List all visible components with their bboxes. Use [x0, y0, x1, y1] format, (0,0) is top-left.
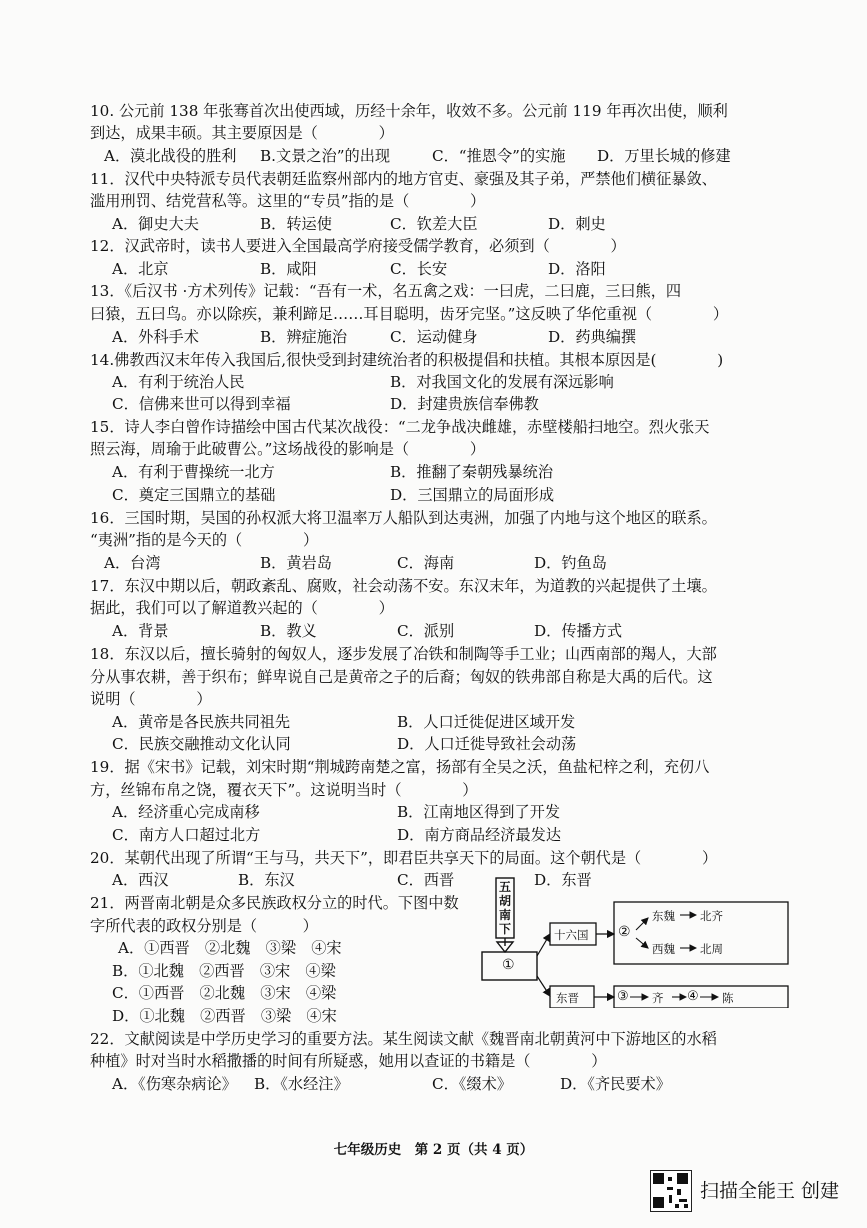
option-text: A．御史大夫 [112, 215, 199, 233]
text-line [0, 801, 867, 824]
option-text: C．海南 [397, 554, 455, 572]
page-footer: 七年级历史 第 2 页（共 4 页） [333, 1142, 534, 1158]
diagram-vertical-label: 五胡南下 [498, 880, 511, 936]
option-text: A．背景 [112, 622, 169, 640]
option-text: D．钓鱼岛 [534, 554, 607, 572]
text-line [0, 438, 867, 461]
option-text: D．东晋 [534, 871, 592, 889]
option-text: C．长安 [390, 260, 448, 278]
text-line [0, 393, 867, 416]
option-text: D．传播方式 [534, 622, 623, 640]
line-text: 18．东汉以后，擅长骑射的匈奴人，逐步发展了冶铁和制陶等手工业；山西南部的羯人，大部 [90, 645, 717, 663]
option-text: C．西晋 [397, 871, 455, 889]
watermark-text: 扫描全能王 创建 [700, 1180, 840, 1202]
text-line [0, 529, 867, 552]
option-text: D．人口迁徙导致社会动荡 [397, 735, 577, 753]
diagram-north-zhou: 北周 [700, 942, 723, 956]
option-text: D．刺史 [548, 215, 606, 233]
line-text: 种植》时对当时水稻撒播的时间有所疑惑，她用以查证的书籍是（ ） [90, 1052, 607, 1070]
line-text: 说明（ ） [90, 690, 212, 708]
text-line [0, 620, 867, 643]
diagram-qi: 齐 [652, 991, 664, 1005]
line-text: 方，丝锦布帛之饶，覆衣天下”。这说明当时（ ） [90, 781, 478, 799]
option-text: A．有利于曹操统一北方 [112, 463, 275, 481]
line-text: “夷洲”指的是今天的（ ） [90, 531, 319, 549]
text-line [0, 326, 867, 349]
text-line [0, 235, 867, 258]
text-line [0, 643, 867, 666]
line-text: 22．文献阅读是中学历史学习的重要方法。某生阅读文献《魏晋南北朝黄河中下游地区的水稻 [90, 1030, 717, 1048]
option-text: A．黄帝是各民族共同祖先 [112, 713, 291, 731]
line-text: A．①西晋 ②北魏 ③梁 ④宋 [118, 939, 342, 957]
text-line [0, 779, 867, 802]
option-text: C．信佛来世可以得到幸福 [112, 395, 291, 413]
line-text: 14.佛教西汉末年传入我国后,很快受到封建统治者的积极提倡和扶植。其根本原因是( ) [90, 351, 724, 369]
line-text: 曰猿，五曰鸟。亦以除疾，兼利蹄足……耳目聪明，齿牙完坚。”这反映了华佗重视（ ） [90, 305, 729, 323]
line-text: 11．汉代中央特派专员代表朝廷监察州部内的地方官吏、豪强及其子弟，严禁他们横征暴敛、 [90, 170, 717, 188]
line-text: 17．东汉中期以后，朝政紊乱、腐败，社会动荡不安。东汉末年，为道教的兴起提供了土壤。 [90, 577, 717, 595]
line-text: 滥用刑罚、结党营私等。这里的“专员”指的是（ ） [90, 192, 486, 210]
dynasty-diagram [474, 868, 804, 1008]
option-text: C．钦差大臣 [390, 215, 478, 233]
option-text: B．教义 [260, 622, 317, 640]
text-line [0, 507, 867, 530]
option-text: B．转运使 [260, 215, 332, 233]
diagram-node-2: ② [618, 924, 631, 940]
option-text: A．台湾 [104, 554, 161, 572]
line-text: 20．某朝代出现了所谓“王与马，共天下”，即君臣共享天下的局面。这个朝代是（ ） [90, 849, 718, 867]
option-text: A．漠北战役的胜利 [104, 147, 237, 165]
diagram-north-qi: 北齐 [700, 909, 723, 923]
diagram-lines [474, 868, 804, 1008]
text-line [0, 575, 867, 598]
option-text: C．奠定三国鼎立的基础 [112, 486, 276, 504]
line-text: 19．据《宋书》记载，刘宋时期“荆城跨南楚之富，扬部有全吴之沃，鱼盐杞梓之利，充仞八 [90, 758, 710, 776]
text-line [0, 552, 867, 575]
text-line [0, 484, 867, 507]
diagram-east-jin: 东晋 [556, 991, 579, 1005]
text-line [0, 756, 867, 779]
option-text: D．洛阳 [548, 260, 606, 278]
option-text: C．南方人口超过北方 [112, 826, 261, 844]
line-text: 21．两晋南北朝是众多民族政权分立的时代。下图中数 [90, 894, 459, 912]
text-line [0, 280, 867, 303]
text-line [0, 1028, 867, 1051]
option-text: D．封建贵族信奉佛教 [390, 395, 539, 413]
text-line [0, 122, 867, 145]
diagram-sixteen-kingdoms: 十六国 [554, 928, 589, 942]
line-text: 15．诗人李白曾作诗描绘中国古代某次战役：“二龙争战决雌雄，赤壁楼船扫地空。烈火张天 [90, 418, 710, 436]
diagram-node-4: ④ [687, 989, 699, 1004]
line-text: 照云海，周瑜于此破曹公。”这场战役的影响是（ ） [90, 440, 486, 458]
option-text: A．有利于统治人民 [112, 373, 245, 391]
line-text: C．①西晋 ②北魏 ③宋 ④梁 [112, 984, 337, 1002]
line-text: 据此，我们可以了解道教兴起的（ ） [90, 599, 394, 617]
text-line [0, 213, 867, 236]
text-line [0, 666, 867, 689]
diagram-node-3: ③ [617, 989, 629, 1004]
option-text: C．“推恩令”的实施 [432, 147, 566, 165]
text-line [0, 416, 867, 439]
text-line [0, 711, 867, 734]
line-text: 到达，成果丰硕。其主要原因是（ ） [90, 124, 394, 142]
option-text: D．南方商品经济最发达 [397, 826, 562, 844]
option-text: B．《水经注》 [254, 1075, 349, 1093]
text-line [0, 349, 867, 372]
option-text: D．万里长城的修建 [597, 147, 731, 165]
text-line [0, 847, 867, 870]
option-text: B．东汉 [238, 871, 295, 889]
diagram-chen: 陈 [722, 991, 734, 1005]
text-line [0, 1050, 867, 1073]
qr-code-icon [650, 1170, 692, 1212]
option-text: B.文景之治”的出现 [260, 147, 391, 165]
text-line [0, 1073, 867, 1096]
option-text: C．民族交融推动文化认同 [112, 735, 291, 753]
diagram-node-1: ① [502, 957, 515, 973]
text-line [0, 371, 867, 394]
line-text: 10. 公元前 138 年张骞首次出使西域，历经十余年，收效不多。公元前 119 年再次出使，顺利 [90, 102, 728, 120]
option-text: B．黄岩岛 [260, 554, 332, 572]
text-line [0, 461, 867, 484]
text-line [0, 733, 867, 756]
text-line [0, 303, 867, 326]
option-text: A．北京 [112, 260, 169, 278]
line-text: 字所代表的政权分别是（ ） [90, 917, 318, 935]
option-text: D．《齐民要术》 [560, 1075, 671, 1093]
text-line [0, 100, 867, 123]
option-text: B．推翻了秦朝残暴统治 [390, 463, 554, 481]
text-line [0, 190, 867, 213]
diagram-west-wei: 西魏 [652, 942, 675, 956]
option-text: A．外科手术 [112, 328, 199, 346]
option-text: C．派别 [397, 622, 455, 640]
option-text: A．《伤寒杂病论》 [112, 1075, 237, 1093]
option-text: C．运动健身 [390, 328, 478, 346]
option-text: B．辨症施治 [260, 328, 348, 346]
option-text: C．《缀术》 [432, 1075, 512, 1093]
text-line [0, 1005, 867, 1028]
text-line [0, 168, 867, 191]
text-line [0, 824, 867, 847]
line-text: D．①北魏 ②西晋 ③梁 ④宋 [112, 1007, 337, 1025]
line-text: 12．汉武帝时，读书人要进入全国最高学府接受儒学教育，必须到（ ） [90, 237, 626, 255]
option-text: A．经济重心完成南移 [112, 803, 260, 821]
text-line [0, 145, 867, 168]
line-text: B．①北魏 ②西晋 ③宋 ④梁 [112, 962, 336, 980]
text-line [0, 258, 867, 281]
scanner-watermark [648, 1170, 858, 1212]
option-text: A．西汉 [112, 871, 169, 889]
text-line [0, 597, 867, 620]
diagram-east-wei: 东魏 [652, 909, 675, 923]
option-text: D．三国鼎立的局面形成 [390, 486, 555, 504]
option-text: B．对我国文化的发展有深远影响 [390, 373, 614, 391]
option-text: B．咸阳 [260, 260, 317, 278]
line-text: 分从事农耕，善于织布；鲜卑说自己是黄帝之子的后裔；匈奴的铁弗部自称是大禹的后代。这 [90, 668, 713, 686]
option-text: D．药典编撰 [548, 328, 637, 346]
line-text: 16．三国时期，吴国的孙权派大将卫温率万人船队到达夷洲，加强了内地与这个地区的联系。 [90, 509, 717, 527]
line-text: 13．《后汉书 ·方术列传》记载：“吾有一术，名五禽之戏：一曰虎，二曰鹿，三曰熊，四 [90, 282, 682, 300]
text-line [0, 688, 867, 711]
option-text: B．人口迁徙促进区域开发 [397, 713, 576, 731]
option-text: B．江南地区得到了开发 [397, 803, 561, 821]
